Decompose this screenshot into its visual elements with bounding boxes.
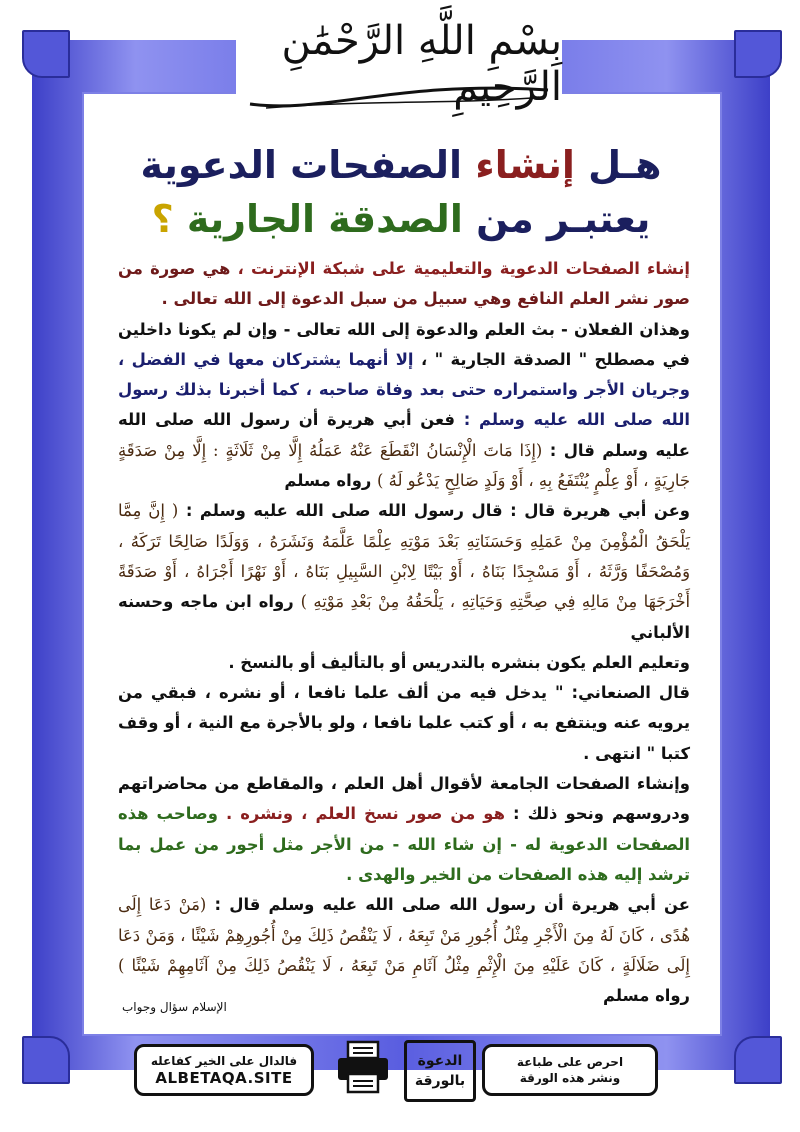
website-link[interactable]: ALBETAQA.SITE <box>155 1069 293 1087</box>
footer-slogan: فالدال على الخير كفاعله <box>150 1054 298 1068</box>
corner-ornament-icon <box>734 1036 782 1084</box>
title-line-1: هـل إنشاء الصفحات الدعوية <box>140 143 662 187</box>
paragraph: إنشاء الصفحات الدعوية والتعليمية على شبكة الإنترنت ، هي صورة من صور نشر العلم النافع وهي سبيل من سبل الدعوة إلى الله تعالى . <box>118 259 691 309</box>
reminder-line: احرص على طباعة <box>516 1055 624 1069</box>
corner-ornament-icon <box>734 30 782 78</box>
basmala-calligraphy: بِسْمِ اللَّهِ الرَّحْمَٰنِ الرَّحِيمِ <box>281 18 562 110</box>
reminder-line: ونشر هذه الورقة <box>519 1071 621 1085</box>
footer <box>98 1038 702 1100</box>
paragraph: قال الصنعاني: " يدخل فيه من ألف علما نافعا ، أو نشره ، فبقي من يرويه عنه وينتفع به ، أو كتب علما نافعا ، ولو بالأجرة مع النية ، أو وقف كتبا " انتهى . <box>118 683 690 763</box>
source-credit: الإسلام سؤال وجواب <box>122 1000 227 1014</box>
print-reminder-box <box>482 1044 658 1096</box>
title-line-2: يعتبـر من الصدقة الجارية ؟ <box>151 197 651 241</box>
paragraph: وعن أبي هريرة قال : قال رسول الله صلى الله عليه وسلم : ( إِنَّ مِمَّا يَلْحَقُ الْمُؤْمِنَ مِنْ عَمَلِهِ وَحَسَنَاتِهِ بَعْدَ مَوْتِهِ عِلْمًا عَلَّمَهُ وَنَشَرَهُ ، وَوَلَدًا صَالِحًا تَرَكَهُ ، وَمُصْحَفًا وَرَّثَهُ ، أَوْ مَسْجِدًا بَنَاهُ ، أَوْ بَيْتًا لِابْنِ السَّبِيلِ بَنَاهُ ، أَوْ نَهْرًا أَجْرَاهُ ، أَوْ صَدَقَةً أَخْرَجَهَا مِنْ مَالِهِ فِي صِحَّتِهِ وَحَيَاتِهِ ، يَلْحَقُهُ مِنْ بَعْدِ مَوْتِهِ ) رواه ابن ماجه وحسنه الألباني <box>118 501 691 642</box>
paragraph: عن أبي هريرة أن رسول الله صلى الله عليه وسلم قال : (مَنْ دَعَا إِلَى هُدًى ، كَانَ لَهُ مِنَ الْأَجْرِ مِثْلُ أُجُورِ مَنْ تَبِعَهُ ، لَا يَنْقُصُ ذَلِكَ مِنْ أُجُورِهِمْ شَيْئًا ، وَمَنْ دَعَا إِلَى ضَلَالَةٍ ، كَانَ عَلَيْهِ مِنَ الْإِثْمِ مِثْلُ آثَامِ مَنْ تَبِعَهُ ، لَا يَنْقُصُ ذَلِكَ مِنْ آثَامِهِمْ شَيْئًا ) رواه مسلم <box>118 895 690 1006</box>
printer-icon <box>334 1040 392 1096</box>
website-box <box>134 1044 314 1096</box>
calligraphy-flourish <box>246 70 552 112</box>
corner-ornament-icon <box>22 1036 70 1084</box>
paragraph: وإنشاء الصفحات الجامعة لأقوال أهل العلم ، والمقاطع من محاضراتهم ودروسهم ونحو ذلك : هو من صور نسخ العلم ، ونشره . وصاحب هذه الصفحات الدعوية له - إن شاء الله - من الأجر مثل أجور من عمل بما ترشد إليه هذه الصفحات من الخير والهدى . <box>118 774 690 884</box>
paragraph: وهذان الفعلان - بث العلم والدعوة إلى الله تعالى - وإن لم يكونا داخلين في مصطلح " الصدقة الجارية " ، إلا أنهما يشتركان معها في الفضل ، وجريان الأجر واستمراره حتى بعد وفاة صاحبه ، كما أخبرنا بذلك رسول الله صلى الله عليه وسلم : فعن أبي هريرة أن رسول الله صلى الله عليه وسلم قال : (إِذَا مَاتَ الْإِنْسَانُ انْقَطَعَ عَنْهُ عَمَلُهُ إِلَّا مِنْ ثَلَاثَةٍ : إِلَّا مِنْ صَدَقَةٍ جَارِيَةٍ ، أَوْ عِلْمٍ يُنْتَفَعُ بِهِ ، أَوْ وَلَدٍ صَالِحٍ يَدْعُو لَهُ ) رواه مسلم <box>118 319 691 491</box>
article <box>86 138 716 1011</box>
corner-ornament-icon <box>22 30 70 78</box>
page-title <box>86 138 716 246</box>
article-body <box>86 254 716 1011</box>
dawah-logo: الدعوة بالورقة <box>404 1040 476 1102</box>
paragraph: وتعليم العلم يكون بنشره بالتدريس أو بالتأليف أو بالنسخ . <box>228 652 690 672</box>
